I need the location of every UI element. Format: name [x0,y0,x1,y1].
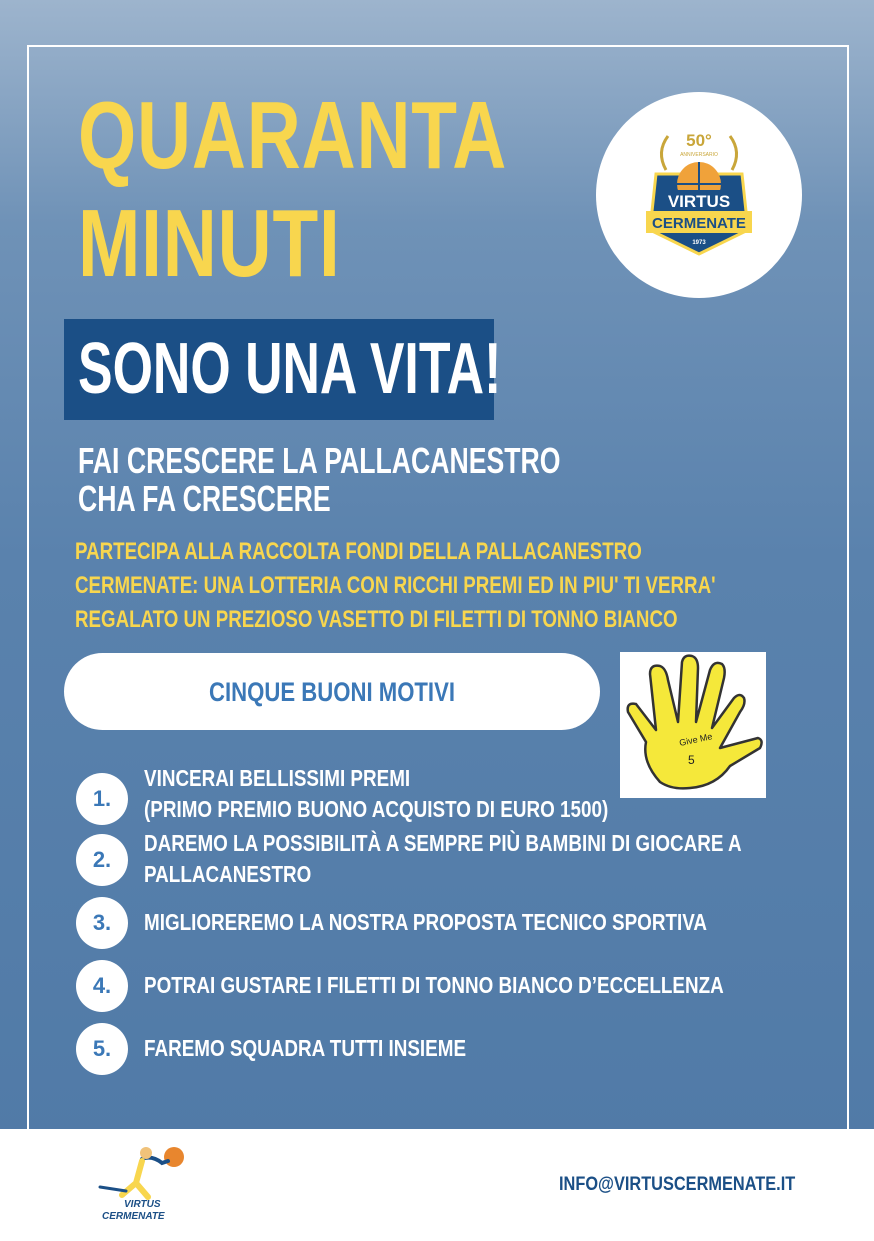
reason-2-line-2: PALLACANESTRO [144,861,312,887]
reason-5-line-1: FAREMO SQUADRA TUTTI INSIEME [144,1035,467,1061]
description-line-2: CERMENATE: UNA LOTTERIA CON RICCHI PREMI ED IN PIU' TI VERRA' [75,572,716,599]
virtus-cermenate-logo-icon [596,92,802,298]
contact-email[interactable]: INFO@VIRTUSCERMENATE.IT [559,1174,796,1195]
hand-number: 5 [688,753,695,767]
reason-3-line-1: MIGLIOREREMO LA NOSTRA PROPOSTA TECNICO SPORTIVA [144,909,708,935]
reason-1-line-2: (PRIMO PREMIO BUONO ACQUISTO DI EURO 1500) [144,796,609,822]
hand-text: Give Me [678,731,714,748]
footer-logo-text-2: CERMENATE [102,1211,165,1222]
reason-number-5: 5. [76,1023,128,1075]
footer [0,1129,874,1241]
reason-1-line-1: VINCERAI BELLISSIMI PREMI [144,765,411,791]
hand-icon [620,652,766,798]
slogan-banner [64,319,502,420]
reason-4-line-1: POTRAI GUSTARE I FILETTI DI TONNO BIANCO D’ECCELLENZA [144,972,724,998]
subtitle-line-2: CHA FA CRESCERE [78,478,331,519]
reason-number-2: 2. [76,834,128,886]
reasons-heading-pill [64,653,600,730]
reason-2-line-1: DAREMO LA POSSIBILITÀ A SEMPRE PIÙ BAMBINI DI GIOCARE A [144,830,742,856]
title-line-2: MINUTI [78,190,341,297]
description-line-1: PARTECIPA ALLA RACCOLTA FONDI DELLA PALLACANESTRO [75,538,642,565]
reason-number-4: 4. [76,960,128,1012]
description-line-3: REGALATO UN PREZIOSO VASETTO DI FILETTI DI TONNO BIANCO [75,606,678,633]
footer-logo-text-1: VIRTUS [124,1199,161,1210]
subtitle-line-1: FAI CRESCERE LA PALLACANESTRO [78,440,561,481]
footer-logo-player-icon [96,1139,196,1223]
slogan-text: SONO UNA VITA! [78,329,502,409]
club-logo [596,92,802,298]
reasons-heading: CINQUE BUONI MOTIVI [208,677,455,707]
reason-number-1: 1. [76,773,128,825]
logo-anniversary: 50° [686,131,712,150]
logo-name-1: VIRTUS [667,192,731,211]
give-me-five-graphic [620,652,766,798]
logo-anniversary-sub: ANNIVERSARIO [680,152,718,158]
reason-number-3: 3. [76,897,128,949]
title-line-1: QUARANTA [78,82,508,189]
logo-year: 1973 [692,240,706,246]
logo-name-2: CERMENATE [652,215,746,232]
